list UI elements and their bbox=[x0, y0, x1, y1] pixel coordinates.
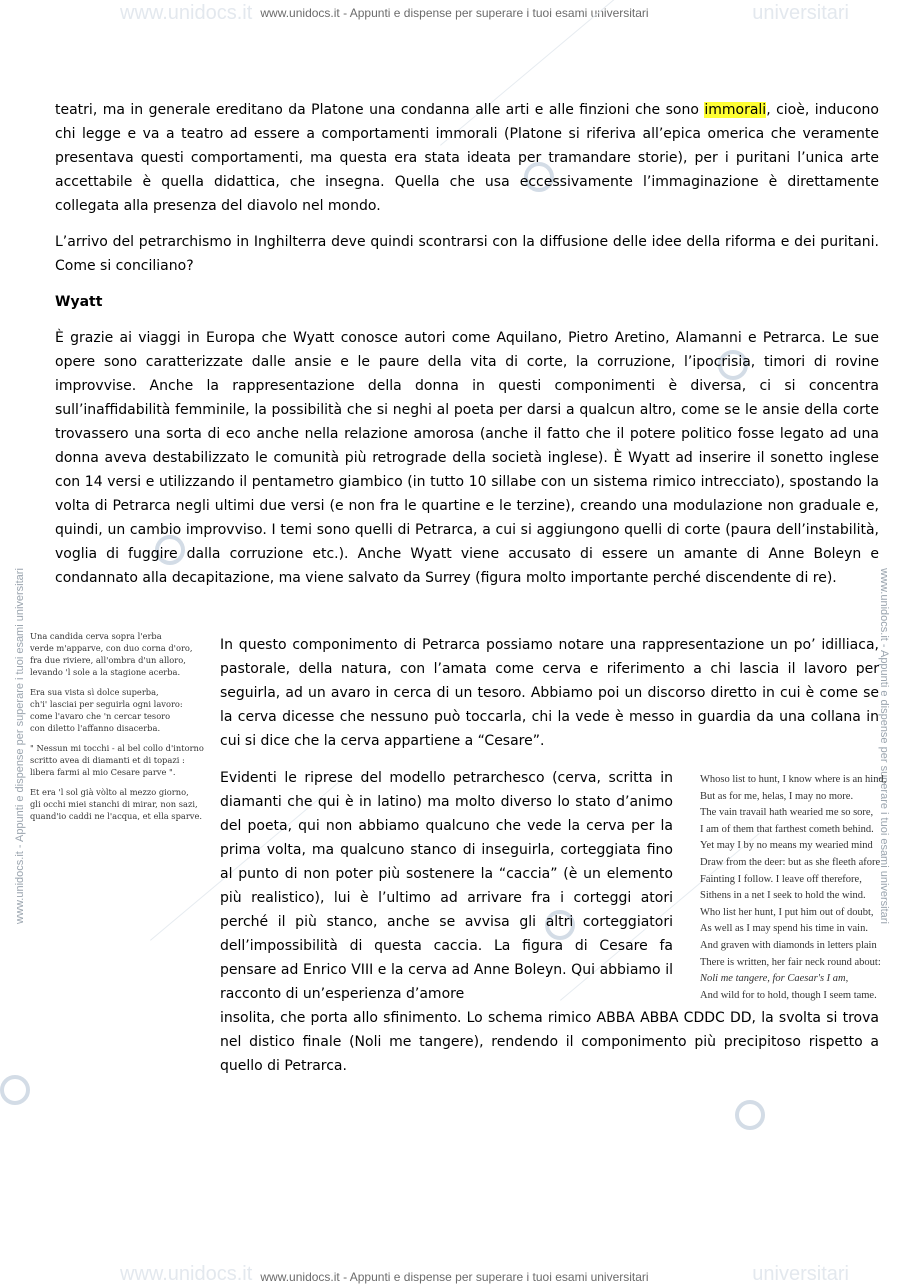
paragraph-wyatt-analysis: Evidenti le riprese del modello petrarchesco (cerva, scritta in diamanti che qui è in latino) ma molto diverso lo stato d’animo del poeta, qui non abbiamo qualcuno che vede la cerva per la prima volta, ma qualcuno stanco di inseguirla, corteggiata fino al punto di non poter più sostenere la “caccia” (è un elemento più realistico), lui è l’ultimo ad arrivare fra i corteggi atori perché il più stanco, anche se avvisa gli altri corteggiatori dell’impossibilità di questa caccia. La figura di Cesare fa pensare ad Enrico VIII e la cerva ad Anne Boleyn. Qui abbiamo il racconto di un’esperienza d’amore bbox=[220, 770, 673, 1002]
poem-stanza: Et era 'l sol già vòlto al mezzo giorno, gli occhi miei stanchi di mirar, non sazi, quand'io caddi ne l'acqua, et ella sparve. bbox=[30, 787, 203, 821]
watermark-side-right: www.unidocs.it - Appunti e dispense per superare i tuoi esami universitari bbox=[878, 568, 890, 924]
unidocs-logo-icon bbox=[735, 1100, 765, 1130]
wyatt-poem-image: Whoso list to hunt, I know where is an hind, But as for me, helas, I may no more. The vain travail hath wearied me so sore, I am of them that farthest cometh behind. Yet may I by no means my wearied mind Draw from the deer: but as she fleeth afore Fainting I follow. I leave off therefore, Sithens in a net I seek to hold the wind. Who list her hunt, I put him out of doubt, As well as I may spend his time in vain. And graven with diamonds in letters plain There is written, her fair neck round about: Noli me tangere, for Caesar's I am, And wild for to hold, though I seem tame. bbox=[700, 774, 887, 1001]
paragraph-petrarchismo: L’arrivo del petrarchismo in Inghilterra deve quindi scontrarsi con la diffusione delle idee della riforma e dei puritani. Come si conciliano? bbox=[55, 234, 879, 274]
poem-stanza: " Nessun mi tocchi - al bel collo d'intorno scritto avea di diamanti et di topazi : libera farmi al mio Cesare parve ". bbox=[30, 743, 204, 777]
ghost-watermark-top: www.unidocs.it universitari bbox=[120, 2, 849, 24]
poem-stanza: Era sua vista sì dolce superba, ch'i' lasciai per seguirla ogni lavoro: come l'avaro che 'n cercar tesoro con diletto l'affanno disacerba. bbox=[30, 687, 183, 733]
watermark-header: www.unidocs.it - Appunti e dispense per superare i tuoi esami universitari bbox=[260, 6, 649, 20]
paragraph-puritani: teatri, ma in generale ereditano da Platone una condanna alle arti e alle finzioni che sono immorali, cioè, inducono chi legge e va a teatro ad essere a comportamenti immorali (Platone si riferiva all’epica omerica che veramente presentava questi comportamenti, ma questa era stata ideata per tramandare storie), per i puritani l’unica arte accettabile è quella didattica, che insegna. Quella che usa eccessivamente l’immaginazione è direttamente collegata alla presenza del diavolo nel mondo. bbox=[55, 102, 879, 214]
poem-stanza: Una candida cerva sopra l'erba verde m'apparve, con duo corna d'oro, fra due riviere, all'ombra d'un alloro, levando 'l sole a la stagione acerba. bbox=[30, 631, 193, 677]
highlighted-word: immorali bbox=[704, 102, 767, 118]
section-heading-wyatt: Wyatt bbox=[55, 294, 103, 310]
watermark-footer: www.unidocs.it - Appunti e dispense per superare i tuoi esami universitari bbox=[260, 1270, 649, 1284]
ghost-watermark-bottom: www.unidocs.it universitari bbox=[120, 1263, 849, 1285]
watermark-side-left: www.unidocs.it - Appunti e dispense per superare i tuoi esami universitari bbox=[14, 568, 26, 924]
paragraph-wyatt-analysis-end: insolita, che porta allo sfinimento. Lo schema rimico ABBA ABBA CDDC DD, la svolta si trova nel distico finale (Noli me tangere), rendendo il componimento più precipitoso rispetto a quello di Petrarca. bbox=[220, 1010, 879, 1074]
paragraph-petrarca-analysis: In questo componimento di Petrarca possiamo notare una rappresentazione un po’ idilliaca, pastorale, della natura, con l’amata come cerva e riferimento a chi lascia il lavoro per seguirla, ad un avaro in cerca di un tesoro. Abbiamo poi un discorso diretto in cui è come se la cerva dicesse che nessuno può toccarla, chi la vede è messo in guardia da una collana in cui si dice che la cerva appartiene a “Cesare”. bbox=[220, 637, 879, 749]
document-body bbox=[55, 98, 879, 602]
petrarca-poem-image bbox=[30, 630, 208, 830]
paragraph-wyatt: È grazie ai viaggi in Europa che Wyatt conosce autori come Aquilano, Pietro Aretino, Alamanni e Petrarca. Le sue opere sono caratterizzate dalle ansie e le paure della vita di corte, la corruzione, l’ipocrisia, timori di rovine improvvise. Anche la rappresentazione della donna in questi componimenti è diversa, ci si concentra sull’inaffidabilità femminile, la possibilità che si neghi al poeta per darsi a qualcun altro, come se le ansie della corte trovassero una sorta di eco anche nella relazione amorosa (anche il fatto che il potere politico fosse legato ad una donna aveva destabilizzato le comunità più retrograde della società inglese). È Wyatt ad inserire il sonetto inglese con 14 versi e utilizzando il pentametro giambico (in tutto 10 sillabe con un sistema rimico intrecciato), spostando la volta di Petrarca negli ultimi due versi (e non fra le quartine e le terzine), creando una modulazione non graduale e, quindi, un cambio improvviso. I temi sono quelli di Petrarca, a cui si aggiungono quelli di corte (paura dell’instabilità, voglia di fuggire dalla corruzione etc.). Anche Wyatt viene accusato di essere un amante di Anne Boleyn e condannato alla decapitazione, ma viene salvato da Surrey (figura molto importante perché discendente di re). bbox=[55, 330, 879, 586]
unidocs-logo-icon bbox=[0, 1075, 30, 1105]
